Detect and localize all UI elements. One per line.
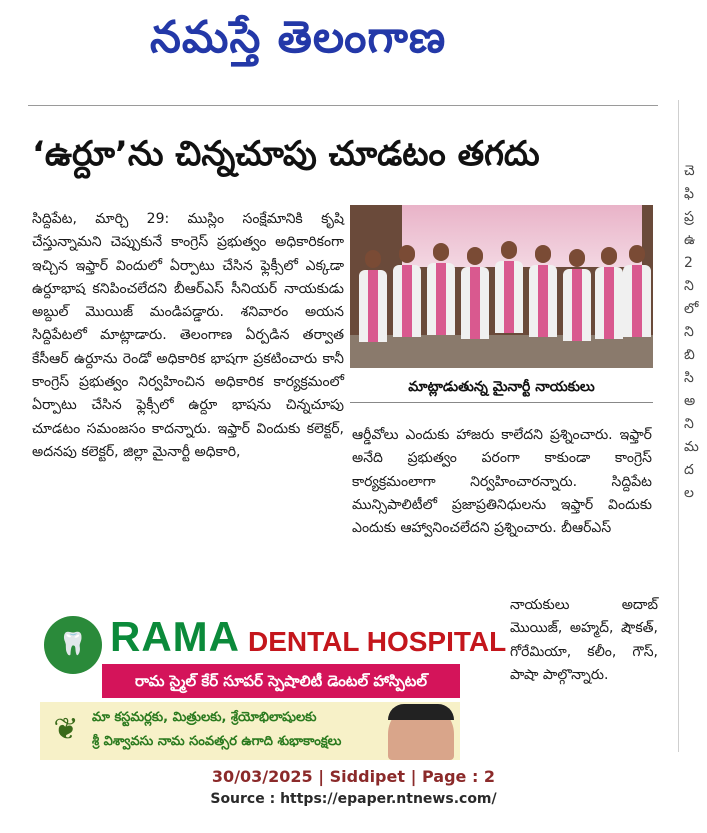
page-footer [0, 766, 707, 810]
article-body-2: ఆర్డీవోలు ఎందుకు హాజరు కాలేదని ప్రశ్నించారు. ఇఫ్తార్ అనేది ప్రభుత్వం పరంగా కాకుండా కాంగ్రెస్ కార్యక్రమంలాగా నిర్వహించారన్నారు. సిద్దిపేట మున్సిపాలిటీలో ప్రజాప్రతినిధులను ఇఫ్తార్ విందుకు ఎందుకు ఆహ్వానించలేదని ప్రశ్నించారు. బీఆర్ఎస్ [352, 427, 652, 537]
photo-caption: మాట్లాడుతున్న మైనార్టీ నాయకులు [350, 372, 653, 403]
masthead-divider [28, 105, 658, 106]
photo-person [562, 249, 592, 341]
tooth-logo-icon: 🦷 [44, 616, 102, 674]
article-column-1 [32, 208, 344, 603]
leaf-icon: ❦ [53, 712, 79, 747]
footer-edition: 30/03/2025 | Siddipet | Page : 2 [211, 767, 496, 786]
dental-hospital-ad [40, 612, 507, 760]
photo-person [460, 247, 490, 339]
ad-header [40, 612, 507, 662]
photo-person [392, 245, 422, 337]
photo-person [528, 245, 558, 337]
article-body-3: నాయకులు అదాబ్ మొయిజ్, అహ్మద్, షౌకత్, గోరేమియా, కలీం, గౌస్, పాషా పాల్గొన్నారు. [510, 597, 658, 683]
adjacent-article-fragment: చె ఫి ప్ర ఉ 2 ని లో ని బి సి అ ని మ ద ల [684, 163, 699, 501]
article-column-3 [510, 594, 658, 756]
article-body-1: సిద్దిపేట, మార్చి 29: ముస్లిం సంక్షేమానికి కృషి చేస్తున్నామని చెప్పుకునే కాంగ్రెస్ ప్రభుత్వం అధికారికంగా ఇచ్చిన ఇఫ్తార్ విందులో ఏర్పాటు చేసిన ఫ్లెక్సీలో ఎక్కడా ఉర్దూభాష కనిపించలేదని బీఆర్ఎస్ సీనియర్ నాయకుడు అబ్దుల్ మొయిజ్ మండిపడ్డారు. శనివారం అయన సిద్దిపేటలో మాట్లాడారు. తెలంగాణ ఏర్పడిన తర్వాత కేసీఆర్ ఉర్దూను రెండో అధికారిక భాషగా ప్రకటించారు కానీ కాంగ్రెస్ ప్రభుత్వం నిర్వహించిన అధికారిక కార్యక్రమంలో ఏర్పాటు చేసిన ఫ్లెక్సీలో ఉర్దూ భాషను చిన్నచూపు చూడటం సమంజసం కాదన్నారు. ఇఫ్తార్ విందుకు కలెక్టర్, అదనపు కలెక్టర్, జిల్లా మైనార్టీ అధికారి, [32, 211, 344, 460]
photo-person [594, 247, 624, 339]
ad-brand [110, 614, 506, 660]
article-column-2 [352, 424, 652, 589]
photo-person [358, 250, 388, 342]
photo-floor [350, 335, 653, 368]
photo-person [622, 245, 652, 337]
masthead-logo: నమస్తే తెలంగాణ [150, 12, 447, 63]
article-photo [350, 205, 653, 368]
article-headline: ‘ఉర్దూ’ను చిన్నచూపు చూడటం తగదు [32, 134, 540, 174]
ad-portrait [388, 704, 454, 760]
photo-person [494, 241, 524, 333]
ad-wish-line-2: శ్రీ విశ్వావసు నామ సంవత్సర ఉగాది శుభాకాంక్షలు [92, 734, 342, 749]
ad-tagline: రామ స్మైల్ కేర్ సూపర్ స్పెషాలిటీ డెంటల్ హాస్పిటల్ [102, 664, 460, 698]
ad-wish-lines [92, 706, 382, 754]
ad-brand-sub: DENTAL HOSPITAL [247, 626, 507, 657]
ad-wish-line-1: మా కస్టమర్లకు, మిత్రులకు, శ్రేయోభిలాషులకు [92, 710, 317, 725]
column-divider [678, 100, 679, 752]
photo-person [426, 243, 456, 335]
ad-wishes [40, 702, 460, 760]
ad-brand-main: RAMA [110, 613, 240, 660]
footer-source: Source : https://epaper.ntnews.com/ [210, 791, 497, 807]
